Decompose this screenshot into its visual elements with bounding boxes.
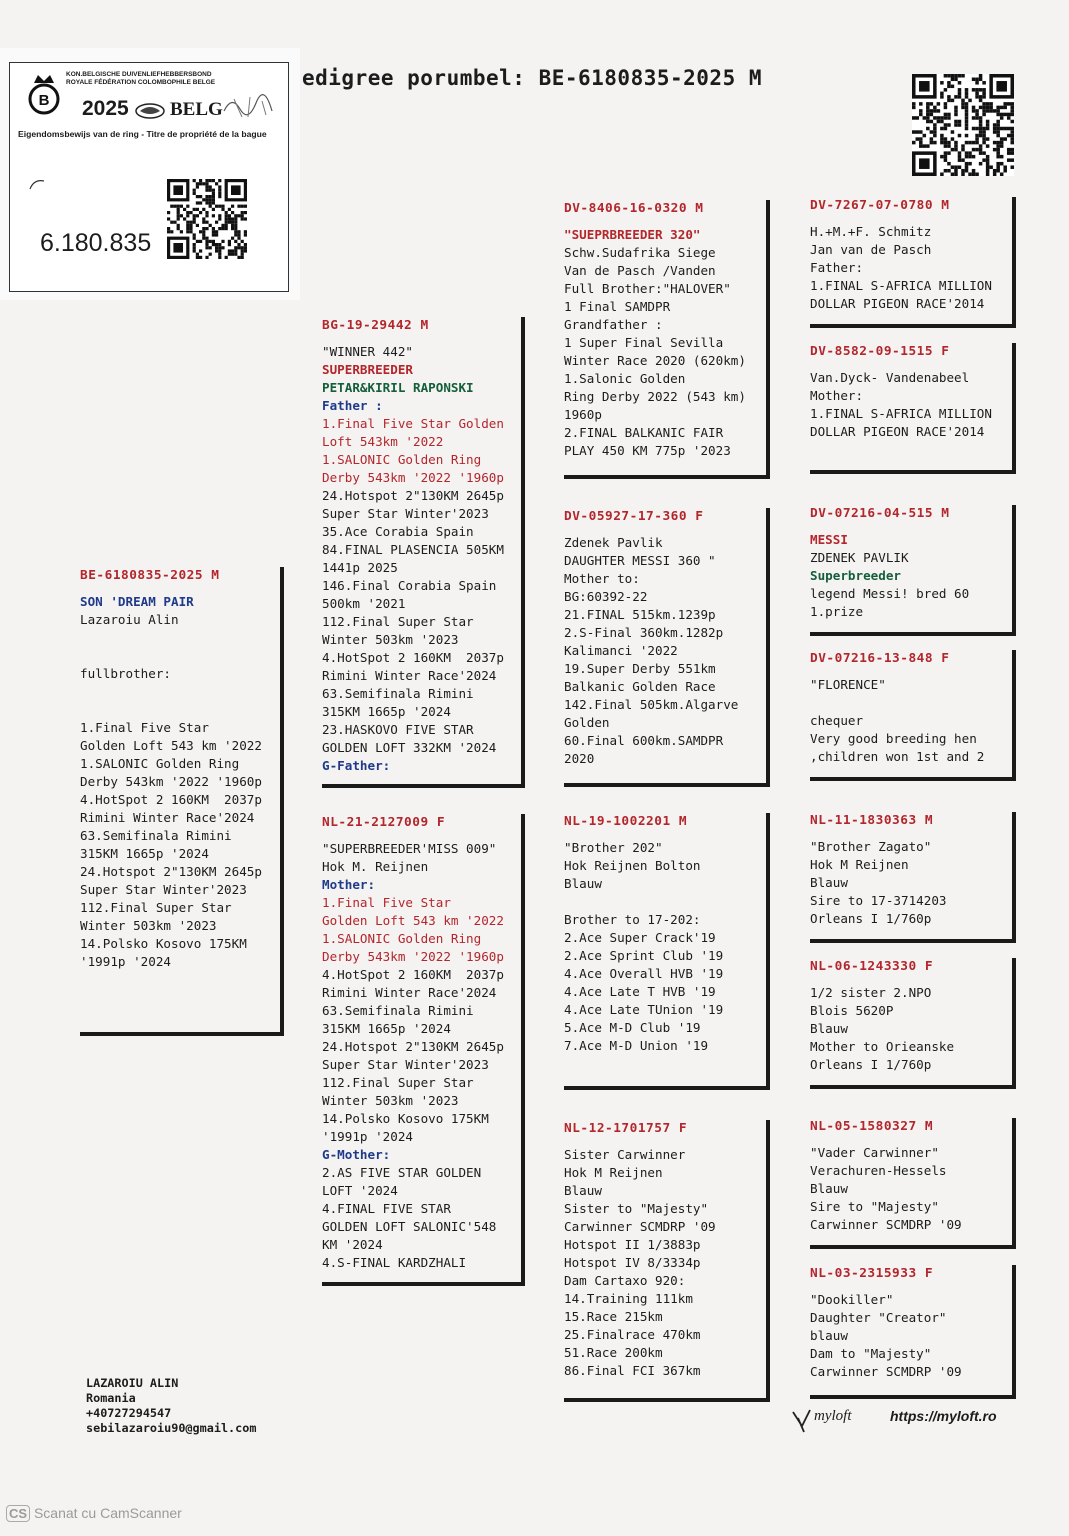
card-line: 14.Polsko Kosovo 175KM [80, 936, 247, 951]
card-line: 14.Training 111km [564, 1291, 693, 1306]
myloft-url[interactable]: https://myloft.ro [890, 1408, 997, 1424]
lion-emblem-icon [134, 101, 166, 119]
federation-crest-icon [24, 71, 64, 117]
card-line: 4.FINAL FIVE STAR [322, 1201, 451, 1216]
card-line: Sire to "Majesty" [810, 1199, 939, 1214]
card-line: 4.S-FINAL KARDZHALI [322, 1255, 467, 1270]
card-line: 24.Hotspot 2"130KM 2645p [80, 864, 262, 879]
card-line: 2.Ace Super Crack'19 [564, 930, 716, 945]
card-line: Van de Pasch /Vanden [564, 263, 716, 278]
card-line: H.+M.+F. Schmitz [810, 224, 932, 239]
card-line [564, 893, 760, 911]
card-line: 142.Final 505km.Algarve [564, 697, 739, 712]
owner-contact [86, 1376, 256, 1436]
owner-name: LAZAROIU ALIN [86, 1376, 179, 1390]
card-line: GOLDEN LOFT 332KM '2024 [322, 740, 497, 755]
ring-country: BELG [170, 99, 223, 120]
card-ggm-3 [810, 958, 1016, 1089]
card-line: 24.Hotspot 2"130KM 2645p [322, 488, 504, 503]
card-line: Dam Cartaxo 920: [564, 1273, 686, 1288]
card-line: fullbrother: [80, 666, 171, 681]
card-line: 1.prize [810, 604, 864, 619]
ring-number: NL-19-1002201 M [564, 814, 688, 829]
card-line: G-Mother: [322, 1147, 391, 1162]
pedigree-qr-code-icon [912, 74, 1014, 176]
card-line: 1.FINAL S-AFRICA MILLION [810, 278, 992, 293]
card-maternal-grandmother [564, 1120, 770, 1402]
card-line: Super Star Winter'2023 [80, 882, 247, 897]
card-line: "SUEPRBREEDER 320" [564, 227, 701, 242]
card-line: 2.S-Final 360km.1282p [564, 625, 724, 640]
card-line: LOFT '2024 [322, 1183, 398, 1198]
owner-email: sebilazaroiu90@gmail.com [86, 1421, 257, 1435]
card-line: 112.Final Super Star [322, 1075, 474, 1090]
card-line: 14.Polsko Kosovo 175KM [322, 1111, 489, 1126]
card-ggf-3 [810, 812, 1016, 943]
ring-number: DV-05927-17-360 F [564, 509, 704, 524]
card-line: GOLDEN LOFT SALONIC'548 [322, 1219, 497, 1234]
card-line: Very good breeding hen [810, 731, 977, 746]
card-line: 4.HotSpot 2 160KM 2037p [322, 650, 504, 665]
card-line: Blauw [564, 1183, 602, 1198]
myloft-bird-icon [790, 1406, 814, 1434]
card-ggm-1 [810, 343, 1016, 474]
ring-year: 2025 [82, 97, 129, 120]
card-line: 112.Final Super Star [80, 900, 232, 915]
card-line: 1.Final Five Star Golden [322, 416, 504, 431]
ring-number: BG-19-29442 M [322, 318, 429, 333]
card-line: Carwinner SCMDRP '09 [810, 1217, 962, 1232]
card-line: 86.Final FCI 367km [564, 1363, 701, 1378]
card-line: Loft 543km '2022 [322, 434, 444, 449]
ring-number: DV-8406-16-0320 M [564, 201, 704, 216]
card-line: 23.HASKOVO FIVE STAR [322, 722, 474, 737]
card-line: Father: [810, 260, 864, 275]
card-line: 2020 [564, 751, 595, 766]
owner-phone: +40727294547 [86, 1406, 172, 1420]
card-ggm-2 [810, 650, 1016, 781]
card-line: DOLLAR PIGEON RACE'2014 [810, 424, 985, 439]
card-line: "FLORENCE" [810, 677, 886, 692]
ring-number: DV-7267-07-0780 M [810, 198, 950, 213]
card-line: '1991p '2024 [80, 954, 171, 969]
camscanner-text: Scanat cu CamScanner [33, 1505, 182, 1521]
card-line: Hotspot II 1/3883p [564, 1237, 701, 1252]
card-line: Schw.Sudafrika Siege [564, 245, 716, 260]
card-line: Sister Carwinner [564, 1147, 686, 1162]
card-line: '1991p '2024 [322, 1129, 413, 1144]
card-line: 84.FINAL PLASENCIA 505KM [322, 542, 504, 557]
card-line: chequer [810, 713, 864, 728]
card-line: blauw [810, 1328, 848, 1343]
ring-number: NL-11-1830363 M [810, 813, 934, 828]
card-line: Golden Loft 543 km '2022 [80, 738, 262, 753]
card-line: 19.Super Derby 551km [564, 661, 716, 676]
card-line: Blauw [810, 1021, 848, 1036]
card-line: 2.AS FIVE STAR GOLDEN [322, 1165, 482, 1180]
card-line: 63.Semifinala Rimini [322, 1003, 474, 1018]
card-line: PETAR&KIRIL RAPONSKI [322, 380, 474, 395]
federation-name [66, 71, 215, 87]
card-line: G-Father: [322, 758, 391, 773]
card-line: PLAY 450 KM 775p '2023 [564, 443, 731, 458]
card-line: "Brother Zagato" [810, 839, 932, 854]
card-line: 4.HotSpot 2 160KM 2037p [322, 967, 504, 982]
card-line: Sire to 17-3714203 [810, 893, 947, 908]
card-line: Carwinner SCMDRP '09 [810, 1364, 962, 1379]
card-line: 315KM 1665p '2024 [80, 846, 209, 861]
card-line: legend Messi! bred 60 [810, 586, 970, 601]
card-line [80, 629, 274, 647]
card-line: Mother to Orieanske [810, 1039, 955, 1054]
card-line: Rimini Winter Race'2024 [322, 985, 497, 1000]
card-ggf-1 [810, 197, 1016, 328]
card-line: Carwinner SCMDRP '09 [564, 1219, 716, 1234]
card-line: Father : [322, 398, 383, 413]
card-paternal-grandmother [564, 508, 770, 787]
card-line: 35.Ace Corabia Spain [322, 524, 474, 539]
card-line: Winter 503km '2023 [322, 1093, 459, 1108]
ring-number: DV-07216-04-515 M [810, 506, 950, 521]
card-line: Rimini Winter Race'2024 [322, 668, 497, 683]
card-line: SON 'DREAM PAIR [80, 594, 194, 609]
card-line: 2.Ace Sprint Club '19 [564, 948, 724, 963]
ring-number: NL-03-2315933 F [810, 1266, 934, 1281]
ring-number: NL-05-1580327 M [810, 1119, 934, 1134]
card-line: 315KM 1665p '2024 [322, 704, 451, 719]
card-line: Verachuren-Hessels [810, 1163, 947, 1178]
card-ggm-4 [810, 1265, 1016, 1399]
card-line: Blauw [564, 876, 602, 891]
card-line: Blauw [810, 875, 848, 890]
card-line: Jan van de Pasch [810, 242, 932, 257]
card-line: Derby 543km '2022 '1960p [322, 470, 504, 485]
card-line: 500km '2021 [322, 596, 406, 611]
ring-ownership-card [9, 62, 289, 292]
card-line: Full Brother:"HALOVER" [564, 281, 731, 296]
card-line: ,children won 1st and 2 [810, 749, 985, 764]
card-line: 1.Final Five Star [80, 720, 209, 735]
card-line: Mother: [322, 877, 376, 892]
card-line: 1/2 sister 2.NPO [810, 985, 932, 1000]
card-line: Lazaroiu Alin [80, 612, 179, 627]
card-line: Derby 543km '2022 '1960p [80, 774, 262, 789]
card-line [80, 701, 274, 719]
card-line: MESSI [810, 532, 848, 547]
card-father [322, 317, 525, 788]
card-line: 21.FINAL 515km.1239p [564, 607, 716, 622]
card-line: Superbreeder [810, 568, 901, 583]
card-line: 1.SALONIC Golden Ring [80, 756, 240, 771]
ring-number: NL-12-1701757 F [564, 1121, 688, 1136]
card-line: 15.Race 215km [564, 1309, 663, 1324]
card-line: Super Star Winter'2023 [322, 506, 489, 521]
card-line: SUPERBREEDER [322, 362, 413, 377]
card-line: 146.Final Corabia Spain [322, 578, 497, 593]
ring-number: DV-07216-13-848 F [810, 651, 950, 666]
ring-number: NL-06-1243330 F [810, 959, 934, 974]
card-line: Mother: [810, 388, 864, 403]
card-line: 1 Super Final Sevilla [564, 335, 724, 350]
card-line: 4.HotSpot 2 160KM 2037p [80, 792, 262, 807]
card-line: Van.Dyck- Vandenabeel [810, 370, 970, 385]
card-line [80, 683, 274, 701]
card-line: Balkanic Golden Race [564, 679, 716, 694]
card-line: Dam to "Majesty" [810, 1346, 932, 1361]
card-line: 60.Final 600km.SAMDPR [564, 733, 724, 748]
card-line: DOLLAR PIGEON RACE'2014 [810, 296, 985, 311]
ring-number: BE-6180835-2025 M [80, 568, 220, 583]
ring-number: DV-8582-09-1515 F [810, 344, 950, 359]
card-line: Blauw [810, 1181, 848, 1196]
federation-name-fr: ROYALE FÉDÉRATION COLOMBOPHILE BELGE [66, 79, 216, 86]
card-line: Ring Derby 2022 (543 km) [564, 389, 746, 404]
card-line: DAUGHTER MESSI 360 " [564, 553, 716, 568]
card-line: Mother to: [564, 571, 640, 586]
card-line: KM '2024 [322, 1237, 383, 1252]
card-line: Orleans I 1/760p [810, 911, 932, 926]
card-line: Hok M Reijnen [564, 1165, 663, 1180]
card-line: 112.Final Super Star [322, 614, 474, 629]
card-line: Golden Loft 543 km '2022 [322, 913, 504, 928]
card-line: ZDENEK PAVLIK [810, 550, 909, 565]
card-ggf-4 [810, 1118, 1016, 1249]
card-line: 24.Hotspot 2"130KM 2645p [322, 1039, 504, 1054]
card-line: Blois 5620P [810, 1003, 894, 1018]
ring-number: NL-21-2127009 F [322, 815, 446, 830]
card-ggf-2 [810, 505, 1016, 636]
card-line: "SUPERBREEDER'MISS 009" [322, 841, 497, 856]
card-line: Daughter "Creator" [810, 1310, 947, 1325]
card-line: 1441p 2025 [322, 560, 398, 575]
card-line: Hotspot IV 8/3334p [564, 1255, 701, 1270]
card-line: 1.Salonic Golden [564, 371, 686, 386]
card-line: Hok M Reijnen [810, 857, 909, 872]
card-line: Rimini Winter Race'2024 [80, 810, 255, 825]
card-line: Brother to 17-202: [564, 912, 701, 927]
card-line: 63.Semifinala Rimini [322, 686, 474, 701]
card-line: "Dookiller" [810, 1292, 894, 1307]
camscanner-badge-icon: CS [6, 1505, 30, 1522]
card-mother [322, 814, 525, 1286]
card-paternal-grandfather [564, 200, 770, 479]
card-line: Super Star Winter'2023 [322, 1057, 489, 1072]
card-line: "Brother 202" [564, 840, 663, 855]
card-line: 1.SALONIC Golden Ring [322, 452, 482, 467]
card-line: 1960p [564, 407, 602, 422]
card-line: Golden [564, 715, 610, 730]
crest-letter: B [38, 92, 50, 109]
card-line: BG:60392-22 [564, 589, 648, 604]
card-line: Sister to "Majesty" [564, 1201, 709, 1216]
card-maternal-grandfather [564, 813, 770, 1090]
card-line: Winter Race 2020 (620km) [564, 353, 746, 368]
card-line: 4.Ace Late TUnion '19 [564, 1002, 724, 1017]
card-line: 1 Final SAMDPR [564, 299, 671, 314]
page-title: edigree porumbel: BE-6180835-2025 M [302, 66, 763, 90]
owner-country: Romania [86, 1391, 136, 1405]
stamp-scribble-icon [220, 91, 276, 121]
card-line: Hok Reijnen Bolton [564, 858, 701, 873]
card-line: 315KM 1665p '2024 [322, 1021, 451, 1036]
card-line [80, 647, 274, 665]
card-line: 63.Semifinala Rimini [80, 828, 232, 843]
ring-number: 6.180.835 [40, 229, 152, 257]
card-line: "Vader Carwinner" [810, 1145, 939, 1160]
card-line: 1.FINAL S-AFRICA MILLION [810, 406, 992, 421]
ring-qr-code-icon [167, 179, 247, 259]
card-line: Winter 503km '2023 [80, 918, 217, 933]
card-line: Grandfather : [564, 317, 663, 332]
card-line: Winter 503km '2023 [322, 632, 459, 647]
card-line [810, 694, 1006, 712]
card-line: 1.Final Five Star [322, 895, 451, 910]
card-line: 1.SALONIC Golden Ring [322, 931, 482, 946]
camscanner-watermark [6, 1505, 182, 1522]
card-line: 4.Ace Late T HVB '19 [564, 984, 716, 999]
card-line: 7.Ace M-D Union '19 [564, 1038, 709, 1053]
ownership-text: Eigendomsbewijs van de ring - Titre de propriété de la bague [18, 129, 267, 139]
card-line: 4.Ace Overall HVB '19 [564, 966, 724, 981]
federation-name-nl: KON.BELGISCHE DUIVENLIEFHEBBERSBOND [66, 71, 212, 78]
card-line: 5.Ace M-D Club '19 [564, 1020, 701, 1035]
corner-mark-icon [28, 177, 48, 191]
card-line: Kalimanci '2022 [564, 643, 678, 658]
card-line: Orleans I 1/760p [810, 1057, 932, 1072]
card-line: Hok M. Reijnen [322, 859, 429, 874]
card-line: 51.Race 200km [564, 1345, 663, 1360]
card-line: 2.FINAL BALKANIC FAIR [564, 425, 724, 440]
card-line: Zdenek Pavlik [564, 535, 663, 550]
card-line: "WINNER 442" [322, 344, 413, 359]
card-line: Derby 543km '2022 '1960p [322, 949, 504, 964]
card-line: 25.Finalrace 470km [564, 1327, 701, 1342]
myloft-logo-text: myloft [814, 1408, 852, 1424]
card-subject [80, 567, 284, 1036]
